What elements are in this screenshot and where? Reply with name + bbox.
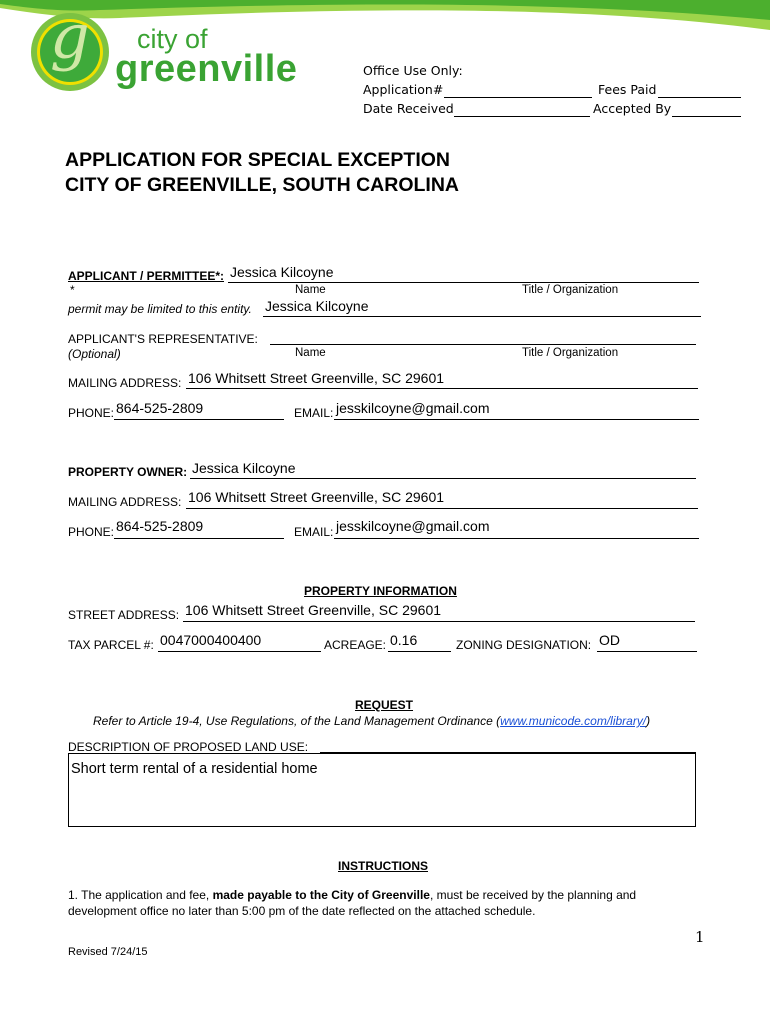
applicant-phone-label: PHONE: xyxy=(68,406,115,420)
representative-name-caption: Name xyxy=(295,347,326,359)
office-use-block xyxy=(363,63,743,82)
applicant-label: APPLICANT / PERMITTEE*: xyxy=(68,269,225,283)
representative-optional: (Optional) xyxy=(68,347,121,361)
application-number-field[interactable] xyxy=(444,97,592,98)
instruction-1-line-2: development office no later than 5:00 pm of the date reflected on the attached schedule. xyxy=(68,904,536,918)
applicant-mailing-label: MAILING ADDRESS: xyxy=(68,376,182,390)
municode-link[interactable]: www.municode.com/library/ xyxy=(500,714,647,728)
instruction-1-pre: 1. The application and fee, xyxy=(68,888,213,902)
acreage-label: ACREAGE: xyxy=(324,638,387,652)
accepted-by-label: Accepted By xyxy=(593,101,672,116)
owner-mailing-line xyxy=(186,508,698,509)
applicant-email-line xyxy=(334,419,699,420)
owner-phone-label: PHONE: xyxy=(68,525,115,539)
owner-name-line xyxy=(190,478,696,479)
logo-city-text: city of xyxy=(137,24,208,54)
instruction-1-post: , must be received by the planning and xyxy=(429,888,637,902)
owner-email-value[interactable]: jesskilcoyne@gmail.com xyxy=(336,518,490,534)
property-heading: PROPERTY INFORMATION xyxy=(304,584,457,598)
date-received-field[interactable] xyxy=(454,116,590,117)
zoning-value[interactable]: OD xyxy=(599,632,620,648)
permit-note: permit may be limited to this entity. xyxy=(68,302,252,316)
tax-parcel-line xyxy=(158,651,321,652)
accepted-by-field[interactable] xyxy=(672,116,741,117)
applicant-email-label: EMAIL: xyxy=(294,406,334,420)
request-reference-close: ) xyxy=(646,714,651,728)
instruction-1-bold: made payable to the City of Greenville xyxy=(212,888,430,902)
logo-name-text: greenville xyxy=(115,48,298,90)
applicant-mailing-value[interactable]: 106 Whitsett Street Greenville, SC 29601 xyxy=(188,370,445,386)
applicant-phone-value[interactable]: 864-525-2809 xyxy=(116,400,204,416)
owner-email-line xyxy=(334,538,699,539)
request-reference-text: Refer to Article 19-4, Use Regulations, of the Land Management Ordinance ( xyxy=(93,714,501,728)
applicant-phone-line xyxy=(114,419,284,420)
applicant-asterisk: * xyxy=(70,283,75,297)
title-line-1: APPLICATION FOR SPECIAL EXCEPTION xyxy=(65,149,450,171)
representative-title-caption: Title / Organization xyxy=(522,347,619,359)
description-box[interactable] xyxy=(68,753,696,827)
application-number-label: Application# xyxy=(363,82,444,97)
owner-mailing-value[interactable]: 106 Whitsett Street Greenville, SC 29601 xyxy=(188,489,445,505)
representative-label: APPLICANT'S REPRESENTATIVE: xyxy=(68,332,258,346)
logo-letter: g xyxy=(50,0,90,73)
owner-phone-line xyxy=(114,538,284,539)
description-label: DESCRIPTION OF PROPOSED LAND USE: xyxy=(68,740,309,754)
zoning-label: ZONING DESIGNATION: xyxy=(456,638,592,652)
representative-line[interactable] xyxy=(270,344,696,345)
applicant-name-value[interactable]: Jessica Kilcoyne xyxy=(230,264,334,280)
office-use-title: Office Use Only: xyxy=(363,63,463,78)
fees-paid-label: Fees Paid xyxy=(598,82,657,97)
tax-parcel-value[interactable]: 0047000400400 xyxy=(160,632,262,648)
acreage-line xyxy=(388,651,451,652)
entity-line xyxy=(263,316,701,317)
owner-phone-value[interactable]: 864-525-2809 xyxy=(116,518,204,534)
title-line-2: CITY OF GREENVILLE, SOUTH CAROLINA xyxy=(65,174,459,196)
date-received-label: Date Received xyxy=(363,101,454,116)
page-number: 1 xyxy=(695,928,705,946)
page-title xyxy=(65,148,459,198)
acreage-value[interactable]: 0.16 xyxy=(390,632,418,648)
revised-date: Revised 7/24/15 xyxy=(68,946,148,958)
applicant-title-caption: Title / Organization xyxy=(522,284,619,296)
street-address-label: STREET ADDRESS: xyxy=(68,608,180,622)
city-logo xyxy=(30,0,320,92)
fees-paid-field[interactable] xyxy=(658,97,741,98)
tax-parcel-label: TAX PARCEL #: xyxy=(68,638,154,652)
instructions-heading: INSTRUCTIONS xyxy=(338,859,428,873)
applicant-name-line xyxy=(228,282,699,283)
request-heading: REQUEST xyxy=(355,698,414,712)
applicant-email-value[interactable]: jesskilcoyne@gmail.com xyxy=(336,400,490,416)
owner-email-label: EMAIL: xyxy=(294,525,334,539)
street-address-value[interactable]: 106 Whitsett Street Greenville, SC 29601 xyxy=(185,602,442,618)
request-reference xyxy=(93,714,650,728)
owner-name-value[interactable]: Jessica Kilcoyne xyxy=(192,460,296,476)
owner-label: PROPERTY OWNER: xyxy=(68,465,188,479)
entity-value[interactable]: Jessica Kilcoyne xyxy=(265,298,369,314)
applicant-name-caption: Name xyxy=(295,284,326,296)
instruction-item-1 xyxy=(68,888,636,902)
owner-mailing-label: MAILING ADDRESS: xyxy=(68,495,182,509)
description-value: Short term rental of a residential home xyxy=(71,761,318,777)
applicant-mailing-line xyxy=(186,388,698,389)
street-address-line xyxy=(183,621,695,622)
zoning-line xyxy=(597,651,697,652)
